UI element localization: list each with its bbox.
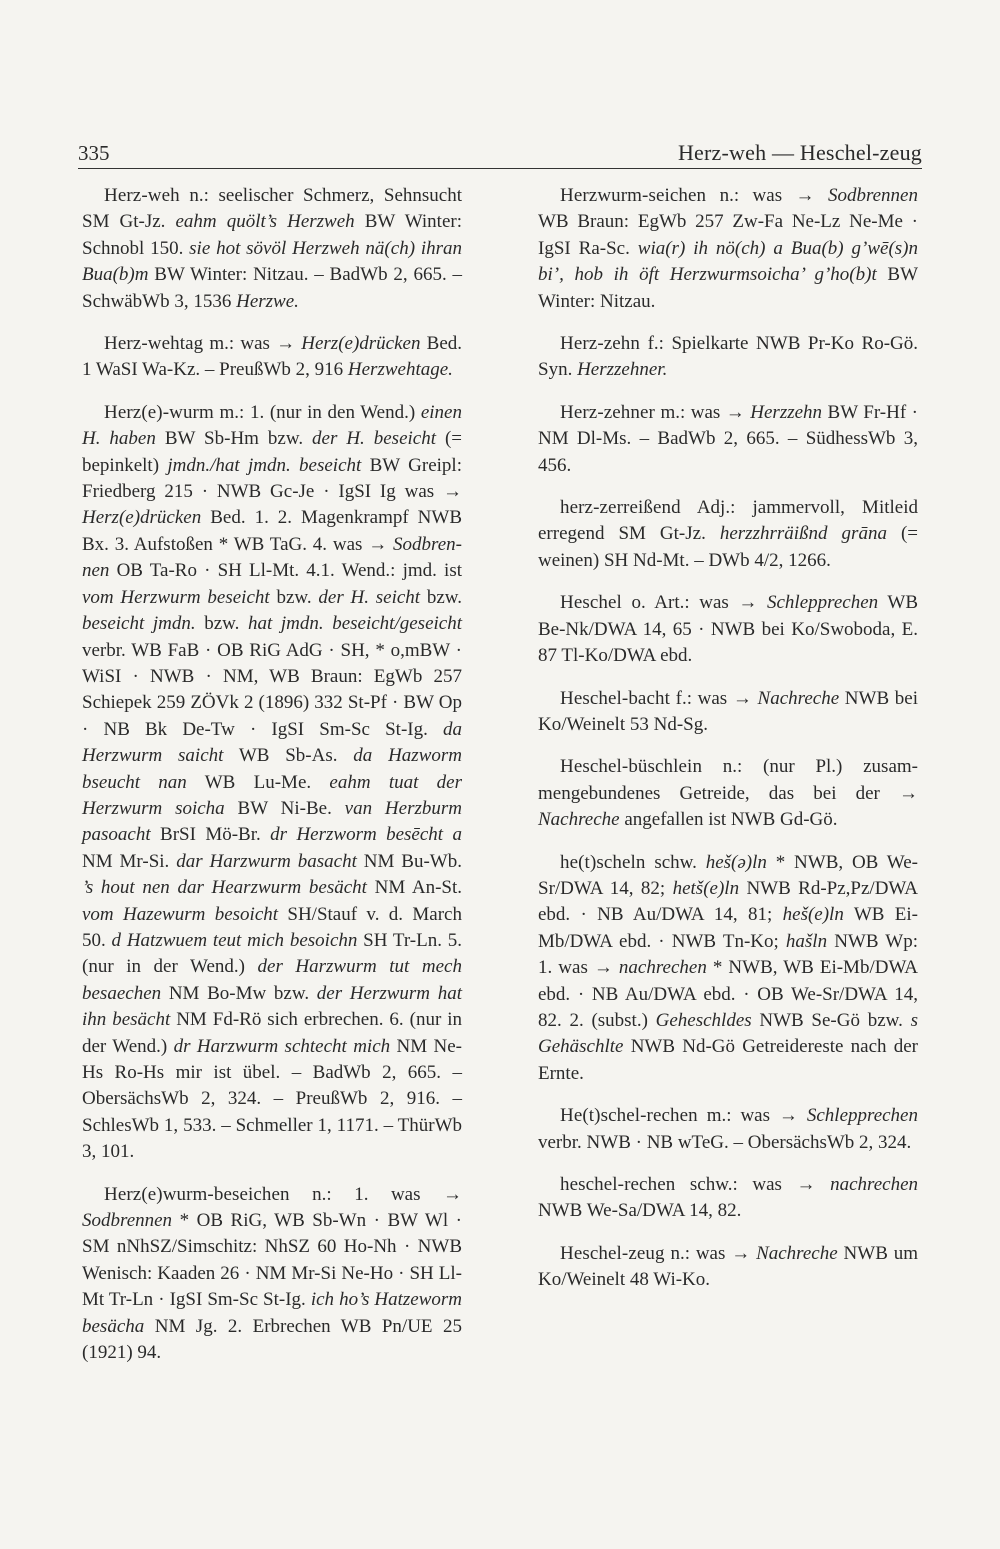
entry-text: m.: was → — [203, 333, 302, 355]
entry-text: schw.: was → — [675, 1174, 831, 1195]
left-column — [82, 183, 462, 1382]
entry-text: * NWB, WB Ei-Mb/DWA ebd. · NB Au/DWA ebd. · OB We-Sr/DWA 14, 82. 2. (subst.) — [538, 957, 918, 1031]
entry-text: BW Sb-Hm bzw. — [155, 428, 313, 450]
italic-example: hetš(e)ln — [672, 877, 740, 899]
dictionary-entry — [538, 1172, 918, 1225]
dictionary-entry — [538, 754, 918, 833]
dictionary-entry — [538, 495, 918, 574]
italic-example: Schlepprechen — [767, 592, 879, 614]
dictionary-entry — [82, 331, 462, 384]
italic-example: Herzwe. — [236, 290, 299, 312]
entry-text: NWB Se-Gö bzw. — [751, 1009, 911, 1031]
italic-example: heš(ə)ln — [705, 851, 767, 873]
entry-text: NWB We-Sa/DWA 14, 82. — [538, 1200, 742, 1222]
entry-text: Bed. 1 WaSI Wa-Kz. – PreußWb 2, 916 — [82, 333, 463, 381]
italic-example: eahm quölt’s Herzweh — [175, 211, 355, 233]
entry-text: NWB Nd-Gö Getreidereste nach der Ernte. — [538, 1036, 918, 1084]
entry-text: Bed. 1. 2. Magenkrampf NWB Bx. 3. Aufstoßen * WB TaG. 4. was → — [82, 507, 462, 555]
italic-example: Nachreche — [538, 809, 620, 831]
italic-example: der Harzwurm tut mech besaechen — [82, 956, 462, 1004]
entry-text: NM Mr-Si. — [82, 850, 177, 872]
entry-text: m.: was → — [697, 1105, 807, 1127]
headword: Heschel-bacht — [560, 687, 670, 709]
headword: heschel-rechen — [560, 1174, 676, 1195]
dictionary-entry — [538, 1103, 918, 1156]
entry-text: angefallen ist NWB Gd-Gö. — [619, 809, 838, 831]
italic-example: ’s hout nen dar Hearzwurm besächt — [82, 877, 367, 899]
entry-text: BW Winter: Schnobl 150. — [82, 211, 462, 259]
entry-text: n.: (nur Pl.) zusammengebundenes Getreide, das bei der → — [538, 756, 918, 804]
headword: Heschel — [560, 592, 622, 614]
headword: Herzwurm-seichen — [560, 185, 707, 206]
italic-example: vom Hazewurm besoicht — [82, 903, 279, 925]
headword: Herz-wehtag — [104, 333, 204, 355]
italic-example: hat jmdn. beseicht/geseicht — [247, 613, 462, 635]
dictionary-entry — [538, 590, 918, 669]
entry-text: SH Tr-Ln. 5. (nur in der Wend.) — [82, 929, 463, 978]
italic-example: heš(e)ln — [782, 904, 844, 926]
italic-example: dar Harzwurm basacht — [176, 850, 357, 872]
italic-example: Herzzehner. — [577, 359, 668, 381]
entry-text: bzw. — [269, 586, 319, 608]
entry-text: BW Winter: Nitzau. – BadWb 2, 665. – SchwäbWb 3, 1536 — [82, 264, 462, 312]
italic-example: der H. seicht — [318, 586, 421, 608]
headword: Herz-weh — [104, 185, 180, 206]
entry-text: NWB um Ko/Weinelt 48 Wi-Ko. — [538, 1242, 918, 1291]
entry-text: m.: was → — [654, 401, 751, 423]
entry-text: WB Sb-As. — [223, 745, 354, 767]
entry-text: WB Be-Nk/DWA 14, 65 · NWB bei Ko/Swoboda, E. 87 Tl-Ko/DWA ebd. — [538, 592, 918, 667]
dictionary-entry — [82, 400, 462, 1166]
headword: herz-zerreißend — [560, 497, 681, 519]
entry-text: NM An-St. — [366, 877, 462, 899]
entry-text: f.: was → — [669, 687, 758, 709]
italic-example: Herz(e)drücken — [301, 333, 421, 355]
headword: he(t)scheln — [560, 851, 646, 873]
running-head: Herz-weh — Heschel-zeug — [677, 140, 922, 165]
entry-text: OB Ta-Ro · SH Ll-Mt. 4.1. Wend.: jmd. ist — [109, 560, 462, 582]
entry-text: n.: 1. was → — [289, 1183, 462, 1205]
entry-text: WB Lu-Me. — [186, 771, 330, 793]
italic-example: einen H. haben — [82, 401, 462, 450]
right-column — [538, 183, 918, 1310]
headword: Herz(e)-wurm — [104, 401, 214, 423]
italic-example: Sodbrennen — [82, 533, 462, 582]
entry-text: BrSI Mö-Br. — [150, 824, 271, 846]
italic-example: Sodbrennen — [827, 185, 918, 206]
entry-text: bzw. — [195, 613, 248, 635]
dictionary-entry — [538, 331, 918, 384]
dictionary-entry — [538, 1241, 918, 1294]
dictionary-entry — [538, 686, 918, 739]
dictionary-entry — [538, 850, 918, 1088]
italic-example: vom Herzwurm beseicht — [82, 586, 270, 608]
headword: Heschel-zeug — [560, 1242, 665, 1264]
dictionary-entry — [82, 183, 462, 315]
italic-example: Sodbrennen — [82, 1210, 173, 1232]
italic-example: eahm tuat der Herzwurm soicha — [82, 771, 462, 819]
italic-example: Nachreche — [756, 1242, 838, 1264]
entry-text: Adj.: jammervoll, Mitleid erregend SM Gt-Jz. — [538, 497, 918, 545]
entry-text: NWB Rd-Pz,Pz/DWA ebd. · NB Au/DWA 14, 81; — [538, 877, 918, 926]
italic-example: dr Herzworm besēcht a — [270, 824, 462, 846]
entry-text: NM Bo-Mw bzw. — [161, 982, 317, 1004]
headword: He(t)schel-rechen — [560, 1105, 698, 1127]
entry-text: BW Ni-Be. — [224, 797, 345, 819]
entry-text: * NWB, OB We-Sr/DWA 14, 82; — [538, 851, 918, 899]
italic-example: da Herzwurm saicht — [82, 718, 462, 767]
page-header — [78, 132, 922, 169]
italic-example: herzzhrräißnd grāna — [719, 523, 887, 545]
italic-example: van Herzburm pasoacht — [82, 797, 462, 846]
dictionary-entry — [82, 1182, 462, 1367]
entry-text: BW Fr-Hf · NM Dl-Ms. – BadWb 2, 665. – SüdhessWb 3, 456. — [538, 401, 919, 476]
headword: Herz-zehner — [560, 401, 655, 423]
entry-text: (= bepinkelt) — [82, 428, 462, 476]
entry-text: n.: seelischer Schmerz, Sehnsucht SM Gt-Jz. — [82, 185, 462, 233]
headword: Herz(e)wurm-beseichen — [104, 1183, 290, 1205]
entry-text: NWB bei Ko/Weinelt 53 Nd-Sg. — [538, 687, 919, 735]
entry-text: BW Winter: Nitzau. — [538, 264, 919, 312]
italic-example: beseicht jmdn. — [82, 613, 196, 635]
entry-text: f.: Spielkarte NWB Pr-Ko Ro-Gö. Syn. — [538, 333, 918, 381]
italic-example: d Hatzwuem teut mich besoichn — [111, 929, 358, 951]
italic-example: jmdn./hat jmdn. beseicht — [167, 454, 362, 476]
italic-example: Herz(e)drücken — [82, 507, 202, 529]
entry-text: NM Bu-Wb. — [356, 850, 462, 872]
entry-text: m.: 1. (nur in den Wend.) — [213, 401, 421, 423]
headword: Heschel-büschlein — [560, 756, 703, 778]
italic-example: dr Harzwurm schtecht mich — [173, 1035, 391, 1057]
entry-text: verbr. WB FaB · OB RiG AdG · SH, * o,mBW · WiSI · NWB · NM, WB Braun: EgWb 257 Schiepek 259 ZÖVk 2 (1896) 332 St-Pf · BW Op · NB Bk De-Tw · IgSI Sm-Sc St-Ig. — [82, 639, 462, 740]
italic-example: Geheschldes — [655, 1009, 752, 1031]
entry-text: bzw. — [420, 586, 463, 608]
italic-example: hašln — [785, 930, 828, 952]
dictionary-entry — [538, 400, 918, 479]
italic-example: wia(r) ih nö(ch) a Bua(b) g’wē(s)n bi’, hob ih öft Herzwurmsoicha’ g’ho(b)t — [538, 237, 919, 286]
entry-text: SH/Stauf v. d. March 50. — [82, 903, 462, 951]
italic-example: ich ho’s Hatzeworm besächa — [82, 1289, 462, 1337]
page-number: 335 — [78, 141, 110, 165]
italic-example: da Hazworm bseucht nan — [82, 745, 462, 793]
entry-text: WB Ei-Mb/DWA ebd. · NWB Tn-Ko; — [538, 904, 918, 952]
entry-text: NM Jg. 2. Erbrechen WB Pn/UE 25 (1921) 94. — [82, 1315, 462, 1364]
headword: Herz-zehn — [560, 333, 641, 355]
italic-example: der H. beseicht — [312, 428, 436, 450]
entry-text: (= weinen) SH Nd-Mt. – DWb 4/2, 1266. — [538, 523, 919, 571]
italic-example: Schlepprechen — [806, 1105, 918, 1127]
entry-text: schw. — [645, 851, 706, 873]
entry-text: NM Fd-Rö sich erbrechen. 6. (nur in der Wend.) — [82, 1009, 462, 1057]
entry-text: NM Ne-Hs Ro-Hs mir ist übel. – BadWb 2, 665. – ObersächsWb 2, 324. – PreußWb 2, 916. – SchlesWb 1, 533. – Schmeller 1, 1171. – ThürWb 3, 101. — [82, 1035, 462, 1163]
entry-text: o. Art.: was → — [621, 592, 767, 614]
entry-text: BW Greipl: Friedberg 215 · NWB Gc-Je · IgSI Ig was → — [82, 454, 462, 503]
entry-text: n.: was → — [706, 185, 828, 206]
italic-example: der Herzwurm hat ihn besächt — [82, 982, 462, 1031]
italic-example: Herzwehtage. — [347, 359, 453, 381]
italic-example: Nachreche — [757, 687, 840, 709]
entry-text: verbr. NWB · NB wTeG. – ObersächsWb 2, 324. — [538, 1131, 912, 1153]
entry-text: * OB RiG, WB Sb-Wn · BW Wl · SM nNhSZ/Simschitz: NhSZ 60 Ho-Nh · NWB Wenisch: Kaaden 26 · NM Mr-Si Ne-Ho · SH Ll-Mt Tr-Ln · IgSI Sm-Sc St-Ig. — [82, 1210, 462, 1311]
italic-example: nachrechen — [830, 1174, 918, 1195]
italic-example: s Gehäschlte — [538, 1009, 918, 1058]
italic-example: sie hot sövöl Herzweh nä(ch) ihran Bua(b)m — [82, 237, 462, 286]
italic-example: Herzzehn — [750, 401, 823, 423]
italic-example: nachrechen — [618, 957, 707, 979]
entry-text: NWB Wp: 1. was → — [538, 930, 918, 979]
entry-text: n.: was → — [664, 1242, 757, 1264]
dictionary-entry — [538, 183, 918, 315]
entry-text: WB Braun: EgWb 257 Zw-Fa Ne-Lz Ne-Me · IgSI Ra-Sc. — [538, 211, 918, 259]
